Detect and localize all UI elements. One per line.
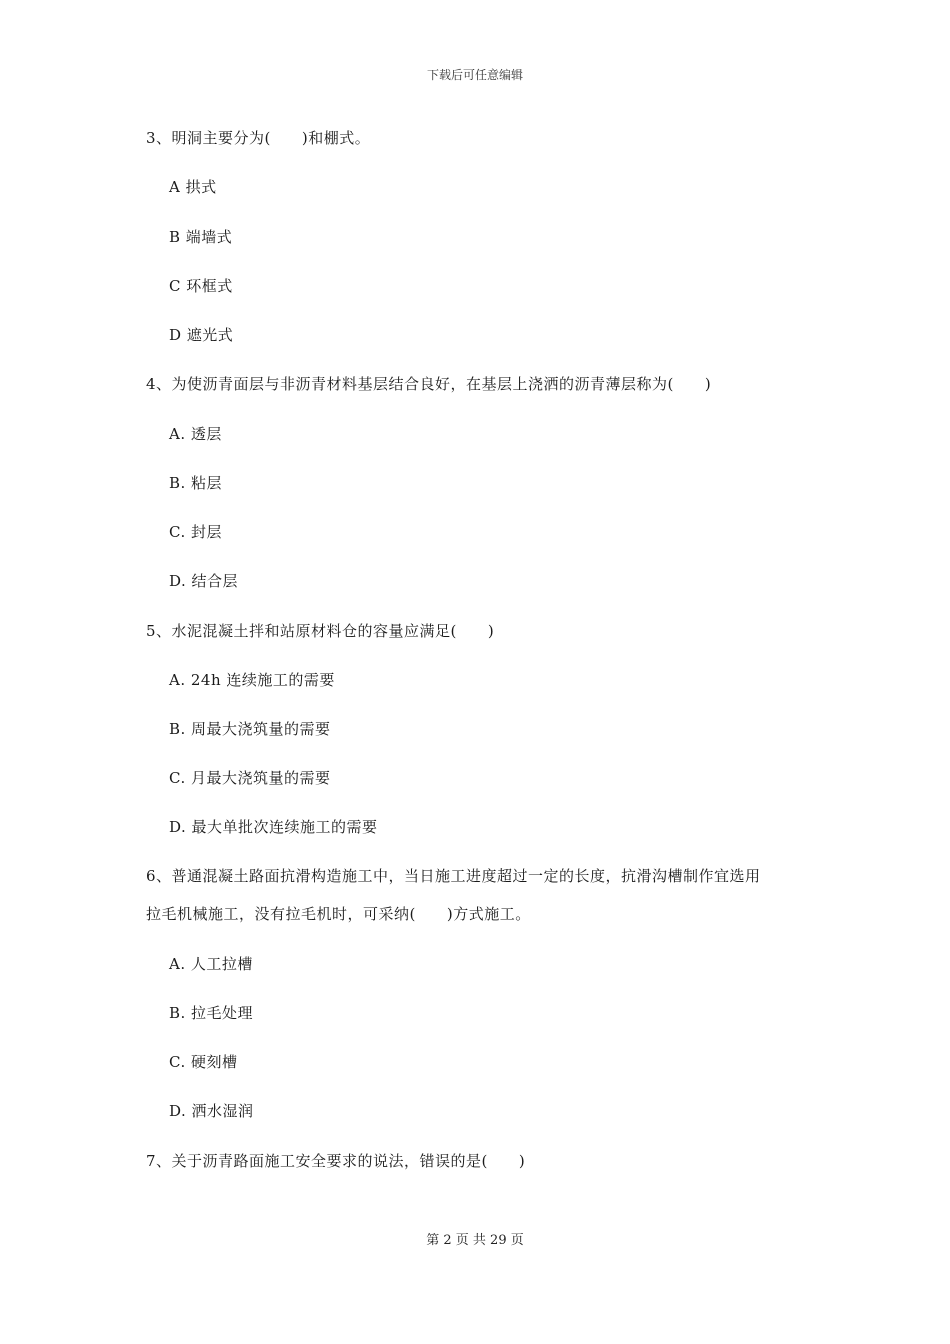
- question-6-stem-line-1: 6、普通混凝土路面抗滑构造施工中，当日施工进度超过一定的长度，抗滑沟槽制作宜选用: [146, 867, 761, 885]
- question-3-option-c: C 环框式: [169, 277, 233, 295]
- question-3-option-b: B 端墙式: [169, 228, 233, 246]
- question-5-stem: 5、水泥混凝土拌和站原材料仓的容量应满足( ): [146, 622, 495, 640]
- question-6-stem-line-2: 拉毛机械施工，没有拉毛机时，可采纳( )方式施工。: [146, 905, 531, 923]
- question-5-option-c: C. 月最大浇筑量的需要: [169, 769, 331, 787]
- question-3-option-a: A 拱式: [169, 178, 217, 196]
- question-5-option-d: D. 最大单批次连续施工的需要: [169, 818, 378, 836]
- question-4-stem: 4、为使沥青面层与非沥青材料基层结合良好，在基层上浇洒的沥青薄层称为( ): [146, 375, 712, 393]
- question-6-option-a: A. 人工拉槽: [169, 955, 253, 973]
- page-header: 下载后可任意编辑: [426, 68, 523, 82]
- question-6-option-d: D. 洒水湿润: [169, 1102, 254, 1120]
- question-3-option-d: D 遮光式: [169, 326, 234, 344]
- page-footer: 第 2 页 共 29 页: [426, 1233, 524, 1248]
- question-7-stem: 7、关于沥青路面施工安全要求的说法，错误的是( ): [146, 1152, 526, 1170]
- question-6-option-b: B. 拉毛处理: [169, 1004, 254, 1022]
- question-5-option-b: B. 周最大浇筑量的需要: [169, 720, 331, 738]
- question-4-option-d: D. 结合层: [169, 572, 239, 590]
- question-5-option-a: A. 24h 连续施工的需要: [169, 671, 335, 689]
- question-4-option-a: A. 透层: [169, 425, 222, 443]
- question-4-option-c: C. 封层: [169, 523, 222, 541]
- question-3-stem: 3、明洞主要分为( )和棚式。: [146, 129, 371, 147]
- question-6-option-c: C. 硬刻槽: [169, 1053, 238, 1071]
- question-4-option-b: B. 粘层: [169, 474, 223, 492]
